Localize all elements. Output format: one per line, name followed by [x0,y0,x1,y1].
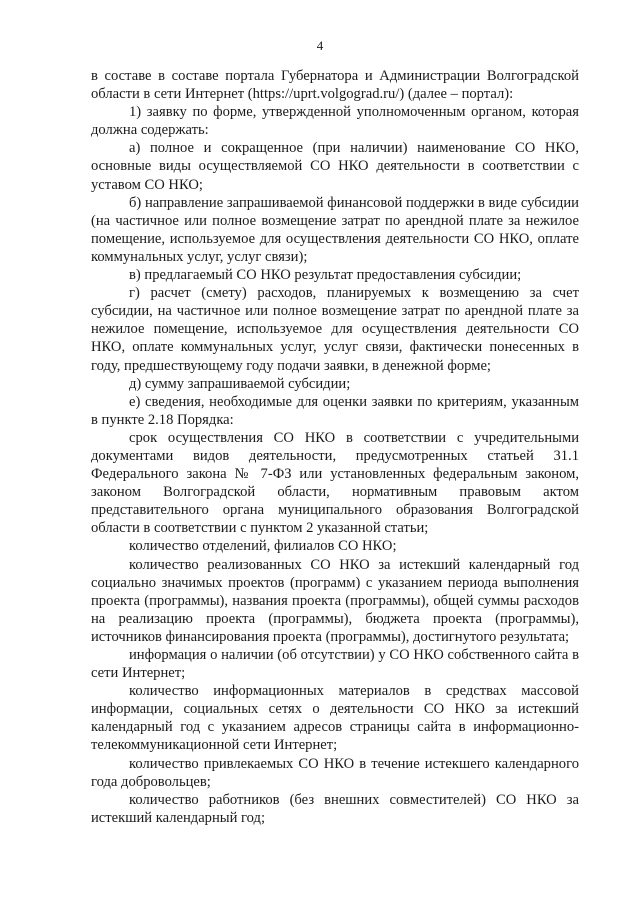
paragraph-item-a-name: а) полное и сокращенное (при наличии) наименование СО НКО, основные виды осуществляемой СО НКО деятельности в соответствии с уставом СО НКО; [91,140,579,193]
paragraph-criterion-employees: количество работников (без внешних совместителей) СО НКО за истекший календарный год; [91,791,579,826]
paragraph-criterion-branches: количество отделений, филиалов СО НКО; [129,538,397,555]
paragraph-item-v-result: в) предлагаемый СО НКО результат предоставления субсидии; [129,267,522,284]
paragraph-criterion-website: информация о наличии (об отсутствии) у СО НКО собственного сайта в сети Интернет; [91,647,579,682]
page-number: 4 [316,38,324,53]
paragraph-item-g-estimate: г) расчет (смету) расходов, планируемых к возмещению за счет субсидии, на частичное или полное возмещение затрат по арендной плате за нежилое помещение, используемое для осуществления деятельности СО НКО, оплате коммунальных услуг, услуг связи, фактически понесенных в году, предшествующему году подачи заявки, в денежной форме; [91,285,579,374]
paragraph-criterion-volunteers: количество привлекаемых СО НКО в течение истекшего календарного года добровольцев; [91,755,579,790]
document-body [91,67,579,827]
paragraph-criterion-term: срок осуществления СО НКО в соответствии с учредительными документами видов деятельности, предусмотренных статьей 31.1 Федерального закона № 7-ФЗ или установленных федеральным законом, законом Волгоградской области, нормативным правовым актом представительного органа муниципального образования Волгоградской области в соответствии с пунктом 2 указанной статьи; [91,429,579,537]
paragraph-criterion-projects: количество реализованных СО НКО за истекший календарный год социально значимых проектов (программ) с указанием периода выполнения проекта (программы), названия проекта (программы), общей суммы расходов на реализацию проекта (программы), бюджета проекта (программы), источников финансирования проекта (программы), достигнутого результата; [91,556,579,645]
paragraph-item-1-application: 1) заявку по форме, утвержденной уполномоченным органом, которая должна содержать: [91,104,579,139]
paragraph-portal-intro: в составе в составе портала Губернатора и Администрации Волгоградской области в сети Интернет (https://uprt.volgograd.ru/) (далее – портал): [91,68,579,103]
paragraph-item-b-direction: б) направление запрашиваемой финансовой поддержки в виде субсидии (на частичное или полное возмещение затрат по арендной плате за нежилое помещение, используемое для осуществления деятельности СО НКО, оплате коммунальных услуг, услуг связи); [91,194,579,265]
paragraph-item-e-criteria: е) сведения, необходимые для оценки заявки по критериям, указанным в пункте 2.18 Порядка: [91,393,579,428]
paragraph-item-d-amount: д) сумму запрашиваемой субсидии; [129,375,351,392]
paragraph-criterion-media: количество информационных материалов в средствах массовой информации, социальных сетях о деятельности СО НКО за истекший календарный год с указанием адресов страницы сайта в информационно-телекоммуникационной сети Интернет; [91,683,579,754]
